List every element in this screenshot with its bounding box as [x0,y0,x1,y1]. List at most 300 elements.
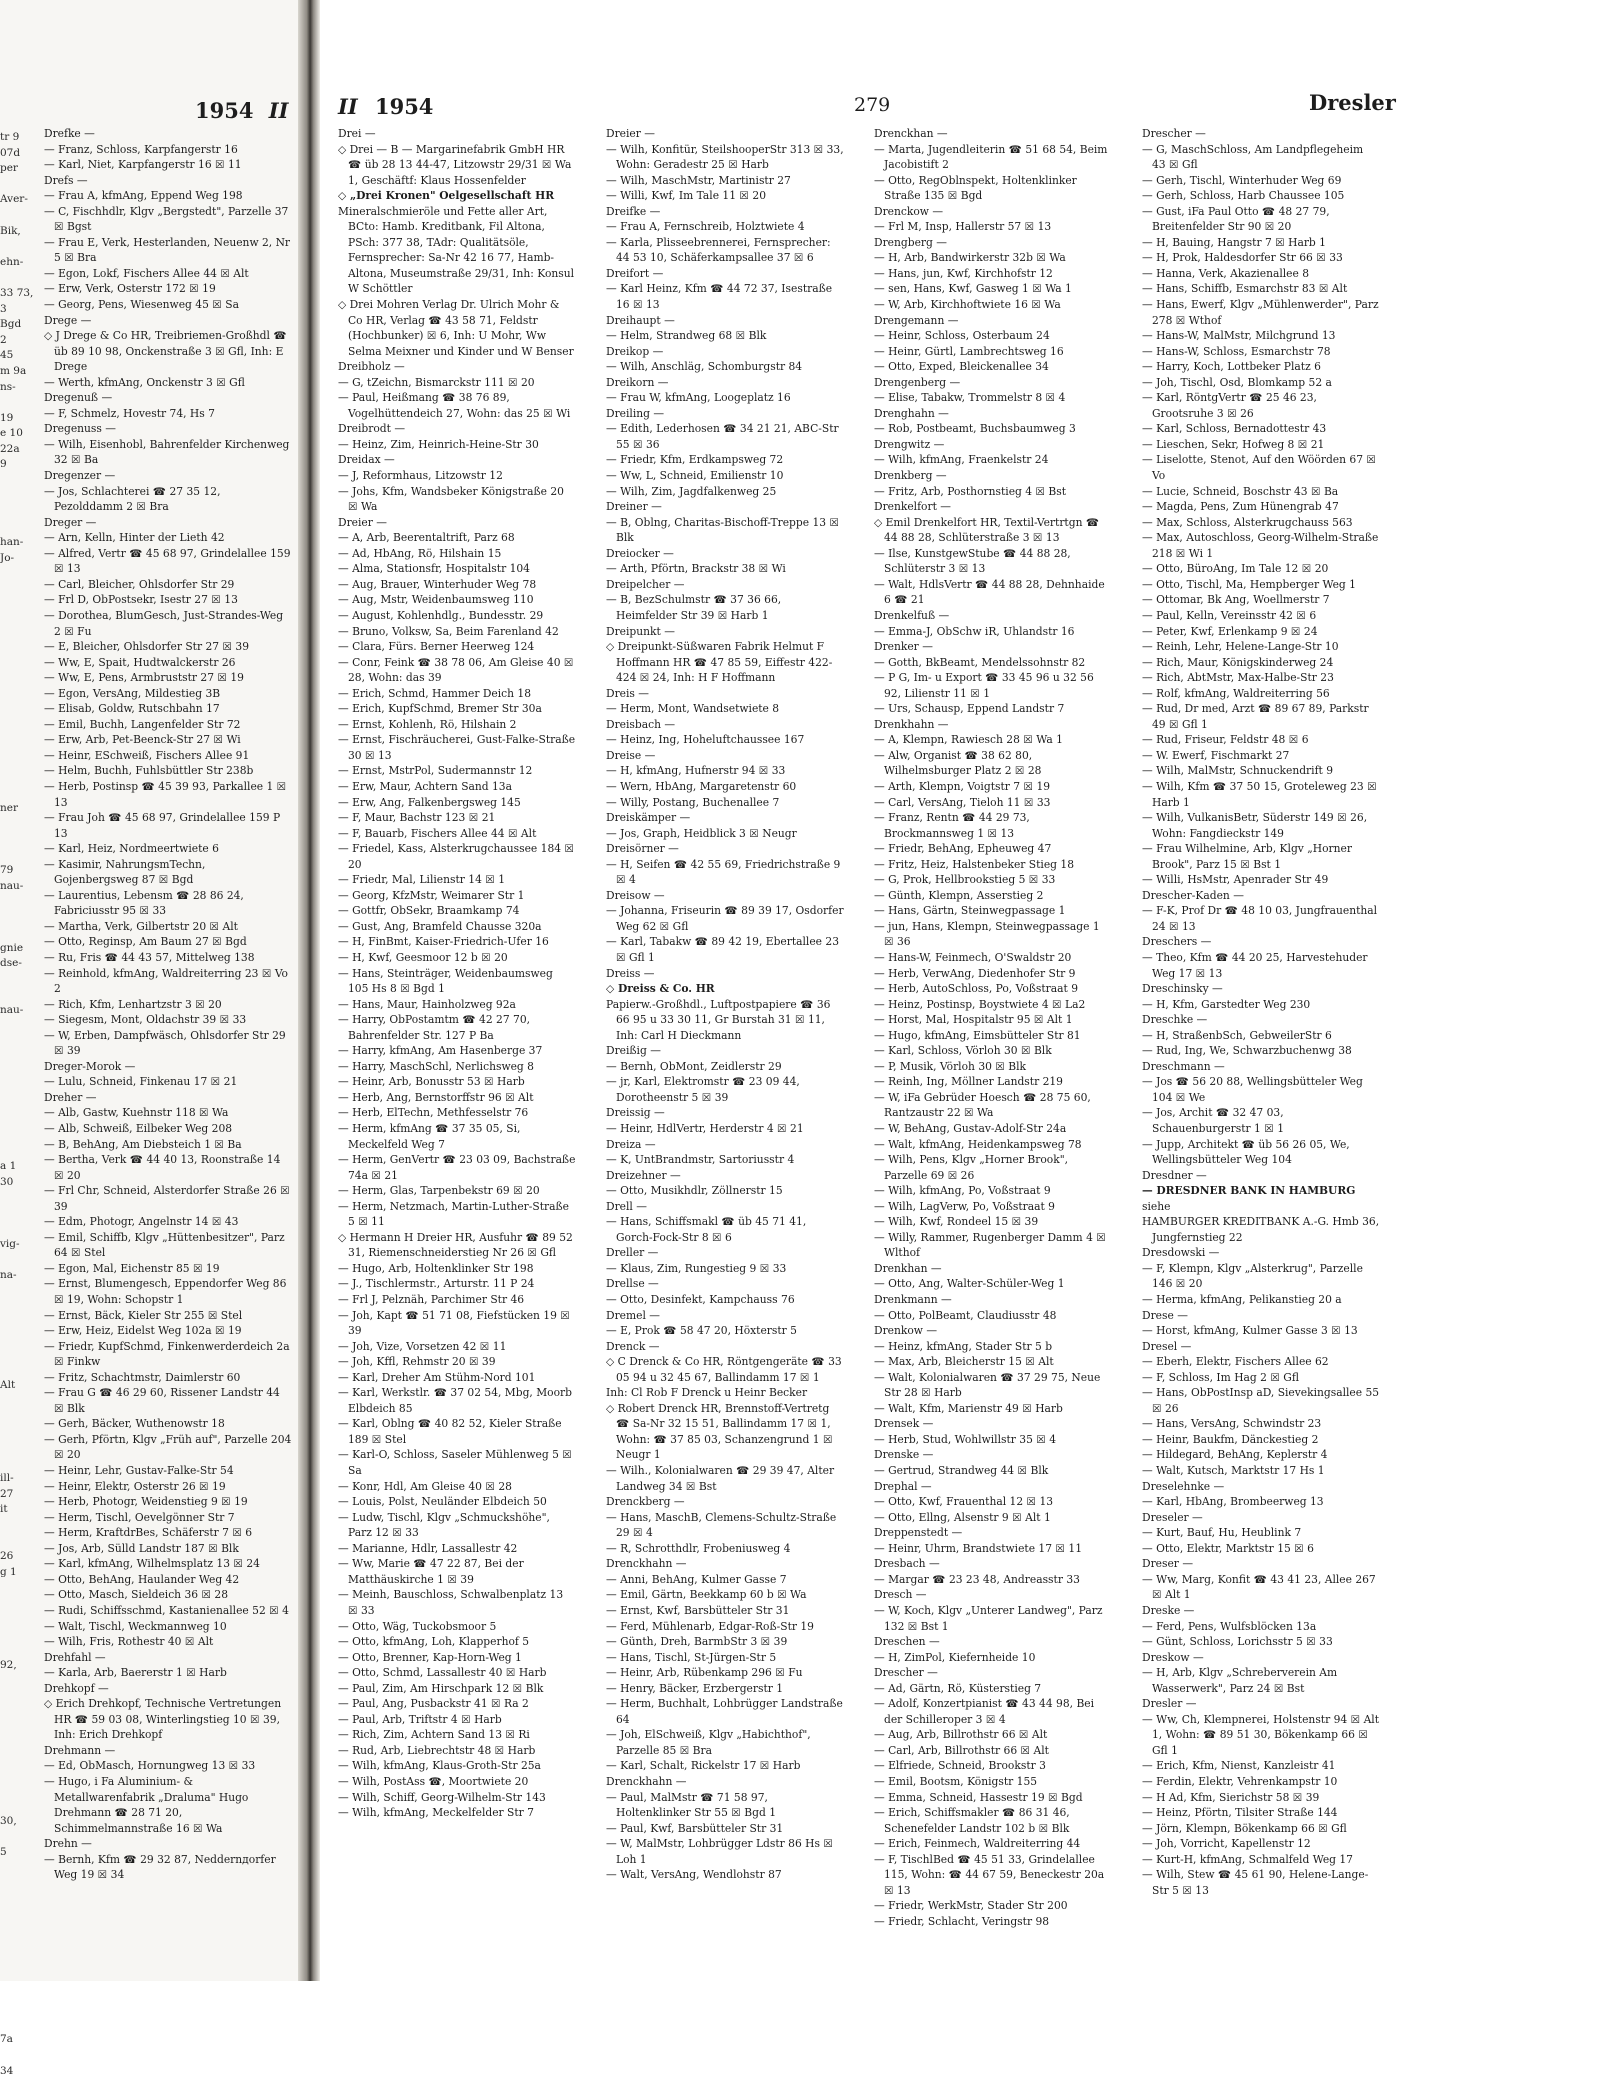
edge-fragment [0,613,28,629]
directory-entry: — Wilh, Eisenhobl, Bahrenfelder Kirchenweg 32 ☒ Ba [44,437,290,467]
edge-fragment [0,1518,28,1534]
directory-entry: — W, Koch, Klgv „Unterer Landweg", Parz 132 ☒ Bst 1 [874,1603,1103,1633]
edge-fragment [0,1081,28,1097]
edge-fragment [0,1424,28,1440]
directory-entry: — Wilh., Kolonialwaren ☎ 29 39 47, Alter Landweg 34 ☒ Bst [606,1464,835,1493]
directory-entry: — Heinr, ESchweiß, Fischers Allee 91 [44,748,250,762]
directory-entry: — Georg, KfzMstr, Weimarer Str 1 [338,888,525,902]
edge-fragment: m 9a [0,364,27,377]
directory-entry: — C, Fischhdlr, Klgv „Bergstedt", Parzelle 37 ☒ Bgst [44,204,289,234]
edge-fragment [0,785,28,801]
directory-entry: Drei — [338,127,376,140]
directory-entry: — Elisab, Goldw, Rutschbahn 17 [44,702,220,716]
directory-entry: — Rob, Postbeamt, Buchsbaumweg 3 [874,422,1076,436]
directory-entry: — Jupp, Architekt ☎ üb 56 26 05, We, Wellingsbütteler Weg 104 [1142,1137,1350,1167]
directory-entry: — Willy, Rammer, Rugenberger Damm 4 ☒ Wlthof [874,1230,1106,1260]
directory-entry: — Egon, Lokf, Fischers Allee 44 ☒ Alt [44,266,249,280]
directory-entry: — Hans, Schiffsmakl ☎ üb 45 71 41, Gorch-Fock-Str 8 ☒ 6 [606,1215,807,1244]
directory-entry: — Otto, kfmAng, Loh, Klapperhof 5 [338,1635,530,1649]
directory-entry: — Ww, Marg, Konfit ☎ 43 41 23, Allee 267 ☒ Alt 1 [1142,1572,1376,1602]
edge-fragment [0,1190,28,1206]
directory-entry: — H, kfmAng, Hufnerstr 94 ☒ 33 [606,764,786,778]
edge-fragment: tr 9 [0,131,20,143]
directory-entry: — H, FinBmt, Kaiser-Friedrich-Ufer 16 [338,935,549,949]
edge-fragment: ill- [0,1472,14,1485]
directory-entry: — Ru, Fris ☎ 44 43 57, Mittelweg 138 [44,950,255,964]
edge-fragment [0,1050,28,1066]
directory-entry: — Otto, Kwf, Frauenthal 12 ☒ 13 [874,1495,1054,1509]
directory-entry: — Heinz, Pförtn, Tilsiter Straße 144 [1142,1806,1338,1820]
edge-fragment: dse- [0,957,22,970]
directory-entry: Drellse — [606,1277,659,1291]
directory-entry: — Jos ☎ 56 20 88, Wellingsbütteler Weg 104 ☒ We [1142,1075,1363,1104]
directory-entry: Drenkelfort — [874,500,951,514]
directory-entry: Dregenuss — [44,422,116,436]
directory-entry: Dregenuß — [44,391,113,405]
directory-entry: — Siegesm, Mont, Oldachstr 39 ☒ 33 [44,1013,247,1027]
directory-entry: Drenkow — [874,1324,938,1338]
directory-entry: — Karl, HbAng, Brombeerweg 13 [1142,1495,1324,1509]
directory-entry: — A, Klempn, Rawiesch 28 ☒ Wa 1 [874,733,1063,747]
directory-entry: — Karl, Werkstlr. ☎ 37 02 54, Mbg, Moorb Elbdeich 85 [338,1386,572,1415]
directory-entry: — Arn, Kelln, Hinter der Lieth 42 [44,531,225,545]
directory-entry: — Karl, Heiz, Nordmeertwiete 6 [44,842,219,856]
directory-entry: — Werth, kfmAng, Onckenstr 3 ☒ Gfl [44,375,245,389]
edge-fragment [0,1112,28,1128]
directory-column-3 [874,126,1112,1929]
directory-entry: — Rich, Maur, Königskinderweg 24 [1142,655,1334,669]
directory-entry: — Frl M, Insp, Hallerstr 57 ☒ 13 [874,220,1052,234]
edge-fragment: 5 [0,1846,7,1859]
edge-fragment [0,1877,28,1893]
directory-entry: — Konr, Hdl, Am Gleise 40 ☒ 28 [338,1479,512,1493]
running-head-keyword: Dresler [1309,90,1396,115]
directory-entry: — Gotth, BkBeamt, Mendelssohnstr 82 [874,655,1086,669]
edge-fragment [0,832,28,848]
directory-entry: — Wilh, MalMstr, Schnuckendrift 9 [1142,764,1334,778]
right-page-year: 1954 [374,94,434,119]
directory-entry: — Wilh, MaschMstr, Martinistr 27 [606,173,791,187]
directory-entry: — Otto, Tischl, Ma, Hempberger Weg 1 [1142,577,1356,591]
edge-fragment: gnie [0,941,24,954]
edge-fragment: Jo- [0,552,15,565]
directory-entry: — Karl, Tabakw ☎ 89 42 19, Ebertallee 23 ☒ Gfl 1 [606,935,839,964]
directory-entry: — Lucie, Schneid, Boschstr 43 ☒ Ba [1142,484,1339,498]
directory-entry: — Ernst, Blumengesch, Eppendorfer Weg 86 ☒ 19, Wohn: Schopstr 1 [44,1277,287,1307]
edge-fragment [0,1736,28,1752]
edge-fragment [0,769,28,785]
directory-entry: — Jos, Archit ☎ 32 47 03, Schauenburgerstr 1 ☒ 1 [1142,1106,1285,1135]
directory-entry: — Herm, KraftdrBes, Schäferstr 7 ☒ 6 [44,1526,253,1540]
directory-entry: — Günth, Dreh, BarmbStr 3 ☒ 39 [606,1635,788,1649]
directory-entry: — Franz, Rentn ☎ 44 29 73, Brockmannsweg 1 ☒ 13 [874,811,1030,840]
directory-entry: — Max, Arb, Bleicherstr 15 ☒ Alt [874,1355,1054,1369]
directory-entry: — W, iFa Gebrüder Hoesch ☎ 28 75 60, Rantzaustr 22 ☒ Wa [874,1090,1091,1120]
directory-entry: — Ad, HbAng, Rö, Hilshain 15 [338,546,502,560]
directory-entry: — Friedr, Mal, Lilienstr 14 ☒ 1 [338,873,506,887]
directory-entry: — Carl, Bleicher, Ohlsdorfer Str 29 [44,577,235,591]
directory-entry: — Jos, Graph, Heidblick 3 ☒ Neugr [606,826,797,840]
directory-entry: — Ww, Ch, Klempnerei, Holstenstr 94 ☒ Alt 1, Wohn: ☎ 89 51 30, Bökenkamp 66 ☒ Gfl 1 [1142,1712,1380,1757]
directory-entry: ◇ Hermann H Dreier HR, Ausfuhr ☎ 89 52 31, Riemenschneiderstieg Nr 26 ☒ Gfl [338,1230,573,1260]
directory-entry: — Jos, Arb, Sülld Landstr 187 ☒ Blk [44,1541,239,1555]
directory-entry: — sen, Hans, Kwf, Gasweg 1 ☒ Wa 1 [874,282,1072,296]
directory-entry: — Rich, Zim, Achtern Sand 13 ☒ Ri [338,1728,530,1742]
directory-entry: — Max, Autoschloss, Georg-Wilhelm-Straße 218 ☒ Wi 1 [1142,531,1379,560]
edge-fragment [0,567,28,583]
directory-entry: — Friedr, KupfSchmd, Finkenwerderdeich 2a ☒ Finkw [44,1339,290,1369]
directory-entry: — Frau G ☎ 46 29 60, Rissener Landstr 44 ☒ Blk [44,1386,280,1415]
directory-entry: Drenckow — [874,204,944,218]
directory-entry: — H, Seifen ☎ 42 55 69, Friedrichstraße 9 ☒ 4 [606,857,841,887]
directory-entry: ◇ Erich Drehkopf, Technische Vertretungen HR ☎ 59 03 08, Winterlingstieg 10 ☒ 39, Inh: Erich Drehkopf [44,1697,282,1742]
directory-entry: — Ed, ObMasch, Hornungweg 13 ☒ 33 [44,1759,256,1773]
directory-entry: Drenckhahn — [606,1557,687,1571]
directory-entry: — Hildegard, BehAng, Keplerstr 4 [1142,1448,1328,1462]
directory-entry: — Ferd, Pens, Wulfsblöcken 13a [1142,1619,1317,1633]
directory-entry: — Hans, Tischl, St-Jürgen-Str 5 [606,1650,777,1664]
directory-entry: — Ernst, MstrPol, Sudermannstr 12 [338,764,533,778]
edge-fragment [0,1034,28,1050]
left-page-edge-fragments [0,130,34,2079]
directory-entry: — W, Arb, Kirchhoftwiete 16 ☒ Wa [874,298,1061,312]
directory-entry: — Heinr, Schloss, Osterbaum 24 [874,329,1050,343]
directory-entry: — Hans-W, MalMstr, Milchgrund 13 [1142,329,1336,343]
directory-entry: Dreiza — [606,1137,656,1151]
directory-entry: Dreiner — [606,500,662,514]
directory-entry: — Otto, BehAng, Haulander Weg 42 [44,1572,240,1586]
directory-entry: — F, Klempn, Klgv „Alsterkrug", Parzelle 146 ☒ 20 [1142,1261,1363,1291]
directory-entry: — Joh, Tischl, Osd, Blomkamp 52 a [1142,375,1332,389]
edge-fragment [0,707,28,723]
edge-fragment: a 1 [0,1160,17,1173]
directory-entry: — Herb, ElTechn, Methfesselstr 76 [338,1106,529,1120]
directory-entry: — Heinr, Lehr, Gustav-Falke-Str 54 [44,1464,234,1478]
edge-fragment [0,1066,28,1082]
edge-fragment [0,208,28,224]
directory-entry: — Karla, Arb, Baererstr 1 ☒ Harb [44,1666,227,1680]
directory-entry: — Aug, Brauer, Winterhuder Weg 78 [338,577,537,591]
edge-fragment [0,1128,28,1144]
directory-entry: Dreschen — [874,1635,940,1649]
directory-entry: — Erw, Arb, Pet-Beenck-Str 27 ☒ Wi [44,733,241,747]
directory-entry: Dresdner — [1142,1168,1207,1182]
directory-entry: — Emil, Buchh, Langenfelder Str 72 [44,717,241,731]
directory-entry: ◇ Dreiss & Co. HR [606,982,715,996]
directory-entry: Mineralschmieröle und Fette aller Art, BCto: Hamb. Kreditbank, Fil Altona, PSch: 377 38, TAdr: Qualitätsöle, Fernsprecher: Sa-Nr 42 16 77, Hamb-Altona, Museumstraße 29/31, Inh: Konsul W Schöttler [338,204,575,296]
edge-fragment [0,738,28,754]
directory-entry: — jun, Hans, Klempn, Steinwegpassage 1 ☒ 36 [874,919,1100,949]
directory-entry: — Franz, Schloss, Karpfangerstr 16 [44,142,238,156]
directory-entry: — Wern, HbAng, Margaretenstr 60 [606,779,797,793]
directory-entry: — Erw, Heiz, Eidelst Weg 102a ☒ 19 [44,1324,242,1338]
directory-entry: Drehfahl — [44,1650,106,1664]
directory-entry: Dreger — [44,515,97,529]
edge-fragment [0,1611,28,1627]
directory-entry: ◇ Dreipunkt-Süßwaren Fabrik Helmut F Hoffmann HR ☎ 47 85 59, Eiffestr 422-424 ☒ 24, Inh: H F Hoffmann [606,640,833,685]
directory-entry: — Frau Wilhelmine, Arb, Klgv „Horner Brook", Parz 15 ☒ Bst 1 [1142,842,1352,871]
directory-entry: — Wilh, LagVerw, Po, Voßstraat 9 [874,1199,1055,1213]
right-page-header-left [338,94,433,119]
directory-entry: — Arth, Pförtn, Brackstr 38 ☒ Wi [606,562,786,576]
edge-fragment [0,1830,28,1846]
edge-fragment [0,177,28,193]
directory-entry: — Wilh, Kwf, Rondeel 15 ☒ 39 [874,1215,1039,1229]
edge-fragment: 30 [0,1175,14,1188]
directory-entry: — Georg, Pens, Wiesenweg 45 ☒ Sa [44,298,239,312]
directory-entry: Dreier — [338,515,387,529]
directory-entry: — H, Kfm, Garstedter Weg 230 [1142,997,1311,1011]
directory-entry: — Hans, Steinträger, Weidenbaumsweg 105 Hs 8 ☒ Bgd 1 [338,966,553,996]
directory-entry: — Erw, Verk, Osterstr 172 ☒ 19 [44,282,216,296]
directory-entry: — Karl, Schalt, Rickelstr 17 ☒ Harb [606,1759,801,1773]
directory-entry: Dreser — [1142,1557,1194,1571]
directory-entry: — Paul, Heißmang ☎ 38 76 89, Vogelhüttendeich 27, Wohn: das 25 ☒ Wi [338,391,571,420]
directory-entry: — Otto, RegOblnspekt, Holtenklinker Straße 135 ☒ Bgd [874,173,1077,203]
directory-entry: Drengberg — [874,235,947,249]
directory-entry: Dreseler — [1142,1510,1203,1524]
directory-entry: — J, Reformhaus, Litzowstr 12 [338,469,503,483]
edge-fragment [0,1643,28,1659]
directory-entry: — G, Prok, Hellbrookstieg 5 ☒ 33 [874,873,1056,887]
directory-entry: — Herb, Stud, Wohlwillstr 35 ☒ 4 [874,1432,1057,1446]
edge-fragment [0,520,28,536]
directory-entry: Dreiss — [606,966,655,980]
edge-fragment [0,1799,28,1815]
edge-fragment: 26 [0,1550,14,1563]
directory-entry: — G, tZeichn, Bismarckstr 111 ☒ 20 [338,375,535,389]
book-gutter [298,0,320,1981]
edge-fragment: 92, [0,1659,17,1672]
directory-entry: — Rud, Friseur, Feldstr 48 ☒ 6 [1142,733,1309,747]
directory-entry: — Wilh, kfmAng, Klaus-Groth-Str 25a [338,1759,541,1773]
directory-entry: Drescher-Kaden — [1142,888,1244,902]
directory-entry: — Otto, Ellng, Alsenstr 9 ☒ Alt 1 [874,1510,1051,1524]
directory-entry: — Alma, Stationsfr, Hospitalstr 104 [338,562,530,576]
edge-fragment: 34 [0,2064,14,2077]
directory-entry: Dreschers — [1142,935,1212,949]
directory-entry: — Herb, Postinsp ☎ 45 39 93, Parkallee 1 ☒ 13 [44,779,287,809]
directory-entry: Dreschinsky — [1142,982,1223,996]
directory-entry: — Fritz, Arb, Posthornstieg 4 ☒ Bst [874,484,1067,498]
directory-entry: — Adolf, Konzertpianist ☎ 43 44 98, Bei der Schilleroper 3 ☒ 4 [874,1697,1095,1726]
edge-fragment [0,629,28,645]
directory-entry: — Wilh, Zim, Jagdfalkenweg 25 [606,484,777,498]
directory-entry: — Heinr, Gürtl, Lambrechtsweg 16 [874,344,1064,358]
edge-fragment [0,1580,28,1596]
edge-fragment [0,894,28,910]
directory-entry: — Harry, Koch, Lottbeker Platz 6 [1142,360,1321,374]
directory-entry: — H, StraßenbSch, GebweilerStr 6 [1142,1028,1332,1042]
edge-fragment [0,1455,28,1471]
directory-entry: ◇ C Drenck & Co HR, Röntgengeräte ☎ 33 05 94 u 32 45 67, Ballindamm 17 ☒ 1 [606,1355,842,1384]
directory-entry: — Herm, Mont, Wandsetwiete 8 [606,702,780,716]
edge-fragment [0,1596,28,1612]
directory-entry: — Rolf, kfmAng, Waldreiterring 56 [1142,686,1330,700]
directory-entry: — Hans-W, Schloss, Esmarchstr 78 [1142,344,1331,358]
edge-fragment [0,473,28,489]
directory-entry: — Herm, Netzmach, Martin-Luther-Straße 5 ☒ 11 [338,1199,569,1229]
directory-entry: Drefke — [44,127,95,140]
directory-entry: — Emil, Schiffb, Klgv „Hüttenbesitzer", Parz 64 ☒ Stel [44,1230,285,1260]
directory-entry: — Jörn, Klempn, Bökenkamp 66 ☒ Gfl [1142,1821,1347,1835]
directory-entry: Dreisörner — [606,842,679,856]
directory-entry: — Karl Heinz, Kfm ☎ 44 72 37, Isestraße 16 ☒ 13 [606,282,833,312]
directory-entry: — Paul, Kelln, Vereinsstr 42 ☒ 6 [1142,608,1317,622]
directory-entry: — Hans, Maur, Hainholzweg 92a [338,997,516,1011]
directory-entry: — B, BezSchulmstr ☎ 37 36 66, Heimfelder Str 39 ☒ Harb 1 [606,593,782,622]
edge-fragment: nau- [0,879,24,892]
directory-entry: — August, Kohlenhdlg., Bundesstr. 29 [338,608,544,622]
directory-entry: — Lulu, Schneid, Finkenau 17 ☒ 21 [44,1075,238,1089]
edge-fragment [0,660,28,676]
directory-entry: — H, Bauing, Hangstr 7 ☒ Harb 1 [1142,235,1326,249]
directory-entry: — F, Maur, Bachstr 123 ☒ 21 [338,811,496,825]
directory-entry: — W. Ewerf, Fischmarkt 27 [1142,748,1290,762]
directory-entry: — Wilh, VulkanisBetr, Süderstr 149 ☒ 26, Wohn: Fangdieckstr 149 [1142,811,1368,840]
edge-fragment [0,1986,28,2002]
edge-fragment: it [0,1503,8,1516]
directory-entry: — Rud, Ing, We, Schwarzbuchenwg 38 [1142,1044,1352,1058]
directory-entry: Dreipelcher — [606,577,685,591]
edge-fragment [0,910,28,926]
directory-entry: — Ferd, Mühlenarb, Edgar-Roß-Str 19 [606,1619,814,1633]
directory-entry: — Peter, Kwf, Erlenkamp 9 ☒ 24 [1142,624,1318,638]
edge-fragment [0,270,28,286]
directory-entry: — Erw, Ang, Falkenbergsweg 145 [338,795,521,809]
edge-fragment [0,676,28,692]
directory-entry: — Walt, Kutsch, Marktstr 17 Hs 1 [1142,1464,1325,1478]
directory-entry: — Anni, BehAng, Kulmer Gasse 7 [606,1572,787,1586]
edge-fragment [0,816,28,832]
edge-fragment: e 10 [0,427,23,440]
directory-entry: — Herb, VerwAng, Diedenhofer Str 9 [874,966,1076,980]
directory-entry: — Herb, Photogr, Weidenstieg 9 ☒ 19 [44,1495,248,1509]
directory-entry: Drenghahn — [874,406,949,420]
directory-entry: Dreisow — [606,888,665,902]
directory-entry: — Kurt, Bauf, Hu, Heublink 7 [1142,1526,1302,1540]
directory-entry: Drenkberg — [874,469,947,483]
edge-fragment: 30, [0,1815,17,1828]
directory-entry: — Max, Schloss, Alsterkrugchauss 563 [1142,515,1353,529]
directory-entry: — F, TischlBed ☎ 45 51 33, Grindelallee 115, Wohn: ☎ 44 67 59, Beneckestr 20a ☒ 13 [874,1852,1105,1897]
directory-entry: Dreiskämper — [606,811,691,825]
edge-fragment [0,1861,28,1877]
edge-fragment [0,1284,28,1300]
edge-fragment [0,1674,28,1690]
edge-fragment [0,1222,28,1238]
directory-entry: — Otto, Musikhdlr, Zöllnerstr 15 [606,1184,783,1198]
directory-entry: Dreske — [1142,1603,1195,1617]
edge-fragment [0,1752,28,1768]
edge-fragment [0,1908,28,1924]
directory-entry: Dreifort — [606,266,664,280]
directory-entry: — Heinr, Elektr, Osterstr 26 ☒ 19 [44,1479,226,1493]
directory-entry: — Otto, Exped, Bleickenallee 34 [874,360,1049,374]
directory-entry: Drehmann — [44,1743,116,1757]
directory-entry: — Alw, Organist ☎ 38 62 80, Wilhelmsburger Platz 2 ☒ 28 [874,748,1042,778]
directory-entry: — Heinz, kfmAng, Stader Str 5 b [874,1339,1053,1353]
left-page-header [195,98,288,123]
directory-entry: — Eberh, Elektr, Fischers Allee 62 [1142,1355,1329,1369]
edge-fragment [0,1300,28,1316]
directory-entry: — Friedr, Kfm, Erdkampsweg 72 [606,453,784,467]
directory-entry: — Fritz, Heiz, Halstenbeker Stieg 18 [874,857,1075,871]
directory-entry: Dreiling — [606,406,665,420]
directory-entry: — Gust, iFa Paul Otto ☎ 48 27 79, Breitenfelder Str 90 ☒ 20 [1142,204,1330,234]
directory-entry: — Paul, Arb, Triftstr 4 ☒ Harb [338,1712,502,1726]
directory-entry: — Gust, Ang, Bramfeld Chausse 320a [338,919,542,933]
directory-entry: — Elfriede, Schneid, Brookstr 3 [874,1759,1046,1773]
directory-entry: — Frl D, ObPostsekr, Isestr 27 ☒ 13 [44,593,238,607]
edge-fragment: 45 [0,349,14,362]
directory-entry: — Rud, Dr med, Arzt ☎ 89 67 89, Parkstr 49 ☒ Gfl 1 [1142,702,1369,731]
directory-entry: ◇ Drei — B — Margarinefabrik GmbH HR ☎ üb 28 13 44-47, Litzowstr 29/31 ☒ Wa 1, Geschäftf: Klaus Hossenfelder [338,142,572,187]
directory-entry: Dresler — [1142,1697,1197,1711]
directory-entry: — P G, Im- u Export ☎ 33 45 96 u 32 56 92, Lilienstr 11 ☒ 1 [874,671,1094,700]
directory-entry: — Fritz, Schachtmstr, Daimlerstr 60 [44,1370,241,1384]
directory-entry: Dreppenstedt — [874,1526,963,1540]
directory-entry: — Jos, Schlachterei ☎ 27 35 12, Pezolddamm 2 ☒ Bra [44,484,221,514]
edge-fragment: 2 [0,333,7,346]
directory-entry: — Rud, Arb, Liebrechtstr 48 ☒ Harb [338,1743,536,1757]
directory-entry: — Joh, Vize, Vorsetzen 42 ☒ 11 [338,1339,507,1353]
directory-entry: — K, UntBrandmstr, Sartoriusstr 4 [606,1153,795,1167]
directory-entry: — Ernst, Kohlenh, Rö, Hilshain 2 [338,717,517,731]
edge-fragment [0,582,28,598]
directory-entry: Drensek — [874,1417,934,1431]
directory-entry: — Otto, Masch, Sieldeich 36 ☒ 28 [44,1588,229,1602]
directory-entry: Dreissig — [606,1106,665,1120]
directory-entry: — A, Arb, Beerentaltrift, Parz 68 [338,531,515,545]
directory-entry: Drell — [606,1199,647,1213]
directory-entry: Drehn — [44,1837,92,1851]
directory-entry: — Karl, RöntgVertr ☎ 25 46 23, Grootsruhe 3 ☒ 26 [1142,391,1317,420]
edge-fragment [0,1939,28,1955]
directory-entry: — Hanna, Verk, Akazienallee 8 [1142,266,1310,280]
directory-entry: — Laurentius, Lebensm ☎ 28 86 24, Fabriciusstr 95 ☒ 33 [44,888,244,918]
edge-fragment [0,1954,28,1970]
directory-entry: — Dorothea, BlumGesch, Just-Strandes-Weg 2 ☒ Fu [44,608,284,638]
directory-entry: — Erich, Schmd, Hammer Deich 18 [338,686,532,700]
directory-entry: — Aug, Mstr, Weidenbaumsweg 110 [338,593,534,607]
directory-entry: ◇ J Drege & Co HR, Treibriemen-Großhdl ☎ üb 89 10 98, Onckenstraße 3 ☒ Gfl, Inh: E Drege [44,329,287,374]
directory-entry: — Otto, Brenner, Kap-Horn-Weg 1 [338,1650,522,1664]
directory-entry: Dreisbach — [606,717,676,731]
directory-entry: — Herm, Glas, Tarpenbekstr 69 ☒ 20 [338,1184,540,1198]
directory-entry: — H, Arb, Klgv „Schreberverein Am Wasserwerk", Parz 24 ☒ Bst [1142,1666,1338,1695]
directory-entry: Dreger-Morok — [44,1059,136,1073]
directory-entry: — Carl, VersAng, Tieloh 11 ☒ 33 [874,795,1051,809]
directory-entry: siehe [1142,1199,1171,1213]
directory-entry: — Magda, Pens, Zum Hünengrab 47 [1142,500,1339,514]
edge-fragment [0,489,28,505]
directory-entry: — H, ZimPol, Kiefernheide 10 [874,1650,1036,1664]
directory-entry: — Joh, Vorricht, Kapellenstr 12 [1142,1837,1311,1851]
directory-entry: — Rich, Kfm, Lenhartzstr 3 ☒ 20 [44,997,222,1011]
edge-fragment [0,1721,28,1737]
directory-entry: Dreschmann — [1142,1059,1225,1073]
directory-entry: — Ferdin, Elektr, Vehrenkampstr 10 [1142,1774,1338,1788]
edge-fragment: na- [0,1269,17,1282]
edge-fragment: 7a [0,2033,13,2046]
edge-fragment [0,504,28,520]
directory-entry: — Emma-J, ObSchw iR, Uhlandstr 16 [874,624,1075,638]
directory-entry: — Paul, MalMstr ☎ 71 58 97, Holtenklinker Str 55 ☒ Bgd 1 [606,1790,777,1820]
directory-entry: — Emma, Schneid, Hassestr 19 ☒ Bgd [874,1790,1083,1804]
directory-entry: — Urs, Schausp, Eppend Landstr 7 [874,702,1065,716]
directory-entry: Drenck — [606,1339,660,1353]
